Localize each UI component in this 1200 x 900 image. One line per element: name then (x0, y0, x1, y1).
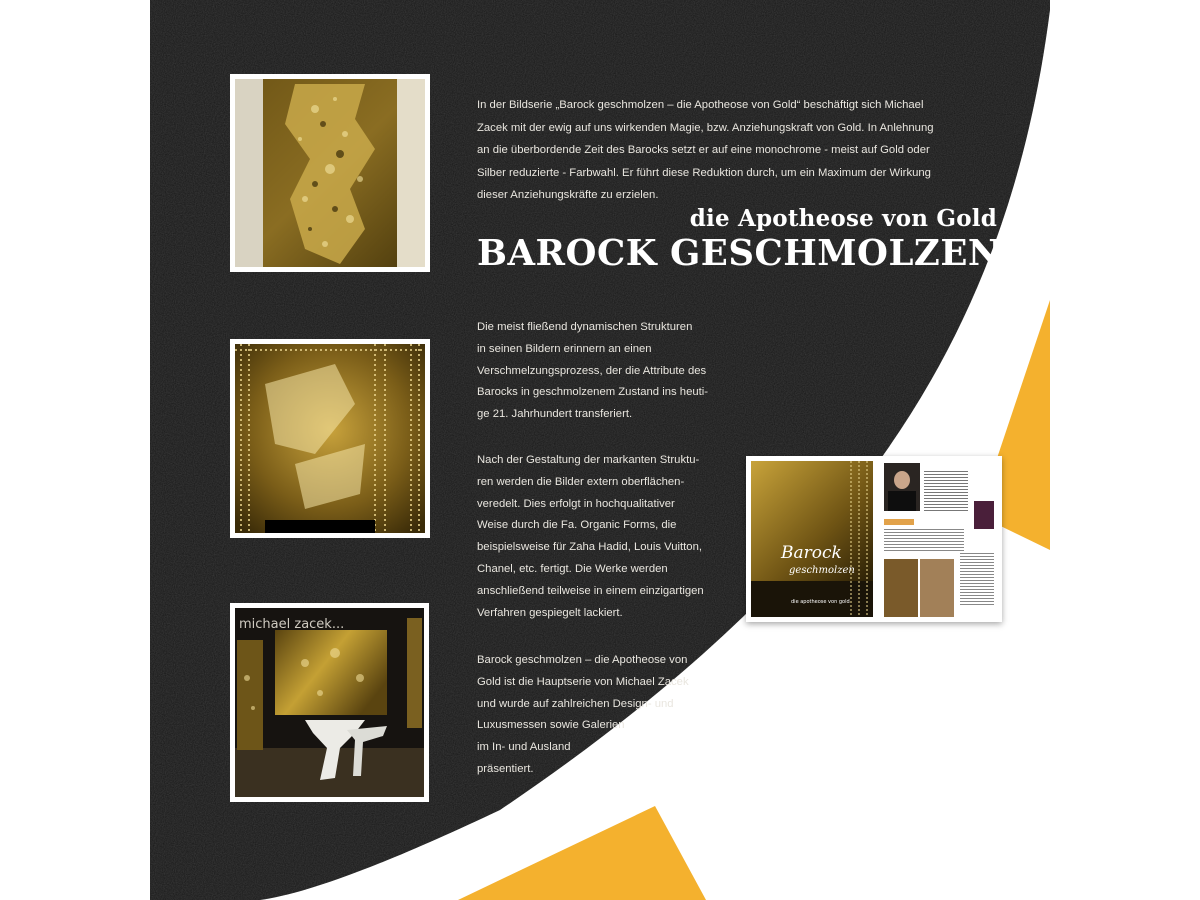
artwork-photo-2 (230, 339, 430, 538)
magazine-text-block-2 (884, 529, 964, 553)
magazine-spread (746, 456, 1002, 622)
page-subtitle: die Apotheose von Gold (689, 205, 997, 232)
page-title: BAROCK GESCHMOLZEN (477, 233, 1001, 274)
artwork-photo-1 (230, 74, 430, 272)
body-paragraph-1: Die meist fließend dynamischen Strukturen in seinen Bildern erinnern an einen Verschmelzungsprozess, der die Attribute des Barocks in geschmolzenem Zustand ins heuti- ge 21. Jahrhundert transferiert. (477, 321, 709, 421)
magazine-inner-page (878, 461, 998, 617)
magazine-cover-subtitle: die apotheose von gold (791, 599, 850, 605)
accent-triangle-bottom (458, 806, 706, 900)
magazine-text-block-3 (960, 553, 994, 605)
body-paragraph-2: Nach der Gestaltung der markanten Struktu- ren werden die Bilder extern oberflächen- veredelt. Dies erfolgt in hochqualitativer Weise durch die Fa. Organic Forms, die beispielsweise für Zaha Hadid, Louis Vuitton, Chanel, etc. fertigt. Die Werke werden anschließend teilweise in einem einzigartigen Verfahren gespiegelt lackiert. (477, 454, 704, 619)
page (150, 0, 1050, 900)
magazine-image-1 (884, 559, 918, 617)
magazine-text-lines (924, 471, 968, 511)
body-paragraph-3: Barock geschmolzen – die Apotheose von Gold ist die Hauptserie von Michael Zacek und wurde auf zahlreichen Design- und Luxusmessen sowie Galerien im In- und Ausland präsentiert. (477, 654, 689, 775)
magazine-cover-title-1: Barock (781, 543, 842, 563)
booth-sign-text: michael zacek... (239, 617, 345, 632)
magazine-cover-title-2: geschmolzen (789, 565, 855, 576)
exhibition-photo (230, 603, 429, 802)
magazine-side-image (974, 501, 994, 529)
magazine-portrait (884, 463, 920, 511)
intro-paragraph: In der Bildserie „Barock geschmolzen – die Apotheose von Gold“ beschäftigt sich Michael Zacek mit der ewig auf uns wirkenden Magie, bzw. Anziehungskraft von Gold. In Anlehnung an die überbordende Zeit des Barocks setzt er auf eine monochrome - meist auf Gold oder Silber reduzierte - Farbwahl. Er führt diese Reduktion durch, um ein Maximum der Wirkung dieser Anziehungskräfte zu erzielen. (477, 99, 934, 201)
magazine-cover (751, 461, 873, 617)
magazine-image-2 (920, 559, 954, 617)
magazine-orange-heading (884, 519, 914, 525)
